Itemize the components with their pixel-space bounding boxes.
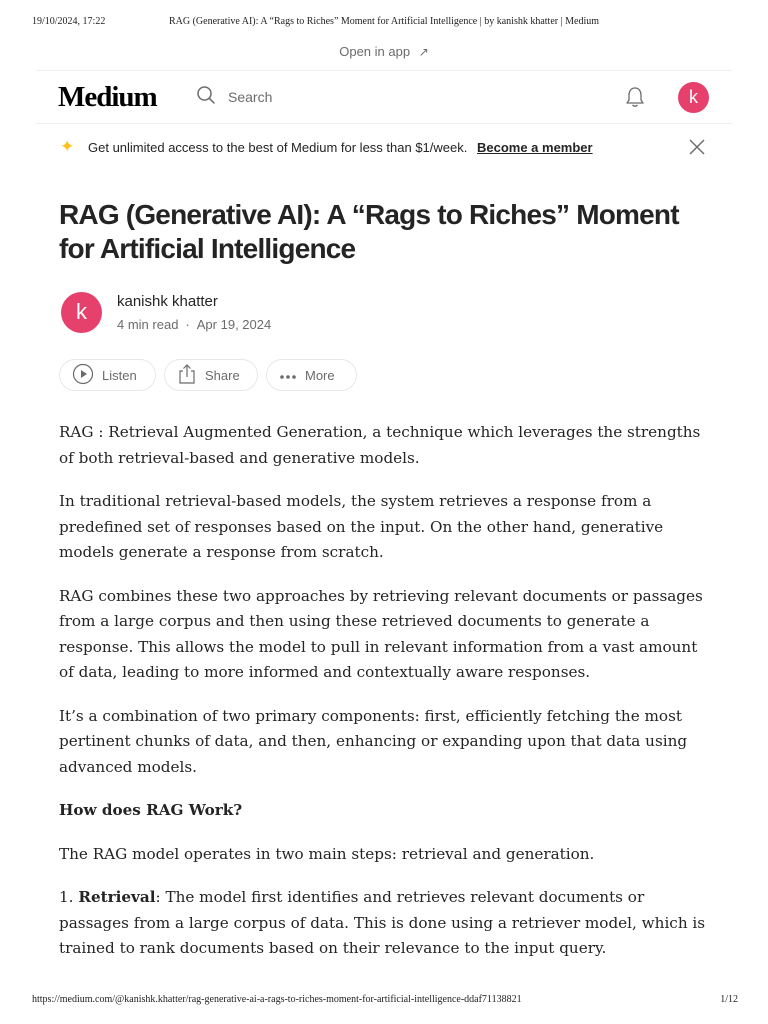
open-in-app-label: Open in app [339, 44, 411, 59]
print-header [0, 16, 768, 30]
article-meta [117, 317, 271, 332]
more-button[interactable] [266, 359, 357, 391]
print-url: https://medium.com/@kanishk.khatter/rag-generative-ai-a-rags-to-riches-moment-for-artificial-intelligence-ddaf71138821 [32, 994, 522, 1005]
search-input[interactable]: Search [228, 89, 273, 105]
play-icon [72, 363, 94, 388]
share-button[interactable] [164, 359, 258, 391]
open-in-app-link[interactable] [0, 44, 768, 59]
read-time: 4 min read [117, 317, 179, 332]
membership-banner [60, 138, 710, 158]
arrow-up-right-icon: ↗ [418, 45, 429, 59]
author-name[interactable]: kanishk khatter [117, 293, 218, 310]
listen-button[interactable] [59, 359, 156, 391]
sparkle-icon: ✦ [60, 137, 75, 156]
medium-logo[interactable]: Medium [58, 81, 157, 113]
article-body [59, 420, 713, 980]
step-label: Retrieval [78, 888, 156, 906]
step-number: 1. [59, 888, 74, 906]
close-icon[interactable] [688, 138, 706, 159]
more-dots-icon [279, 368, 297, 383]
article-title: RAG (Generative AI): A “Rags to Riches” Moment for Artificial Intelligence [59, 199, 679, 264]
section-heading: How does RAG Work? [59, 801, 243, 819]
become-member-link[interactable]: Become a member [476, 140, 593, 155]
article-paragraph: RAG combines these two approaches by retrieving relevant documents or passages from a large corpus and then using these retrieved documents to generate a response. This allows the model to pull in relevant information from a vast amount of data, leading to more informed and contextually aware responses. [59, 586, 703, 681]
step-text: : The model first identifies and retrieves relevant documents or passages from a large corpus of data. This is done using a retriever model, which is trained to rank documents based on their relevance to the input query. [59, 888, 706, 957]
article-paragraph: It’s a combination of two primary components: first, efficiently fetching the most pertinent chunks of data, and then, enhancing or expanding upon that data using advanced models. [59, 706, 688, 776]
meta-separator: · [185, 317, 190, 332]
print-title: RAG (Generative AI): A “Rags to Riches” Moment for Artificial Intelligence | by kanishk khatter | Medium [168, 16, 599, 27]
print-page-number: 1/12 [720, 994, 738, 1005]
listen-label: Listen [102, 367, 137, 383]
search-icon [196, 85, 216, 110]
share-icon [177, 363, 197, 388]
publish-date: Apr 19, 2024 [196, 317, 272, 332]
article-paragraph: RAG : Retrieval Augmented Generation, a technique which leverages the strengths of both retrieval-based and generative models. [59, 423, 701, 467]
print-footer [0, 994, 768, 1008]
print-datetime: 19/10/2024, 17:22 [32, 16, 106, 27]
article-paragraph: The RAG model operates in two main steps: retrieval and generation. [59, 844, 595, 863]
notifications-bell-icon[interactable] [624, 85, 646, 114]
share-label: Share [205, 367, 240, 383]
author-avatar[interactable]: k [61, 292, 102, 333]
banner-text: Get unlimited access to the best of Medium for less than $1/week. [88, 140, 468, 155]
user-avatar[interactable]: k [678, 82, 709, 113]
top-navigation-bar [36, 70, 732, 124]
more-label: More [305, 367, 335, 383]
step-retrieval [59, 885, 713, 962]
article-paragraph: In traditional retrieval-based models, the system retrieves a response from a predefined set of responses based on the input. On the other hand, generative models generate a response from scratch. [59, 492, 664, 561]
banner-message [88, 140, 593, 155]
search-box[interactable] [196, 85, 272, 109]
